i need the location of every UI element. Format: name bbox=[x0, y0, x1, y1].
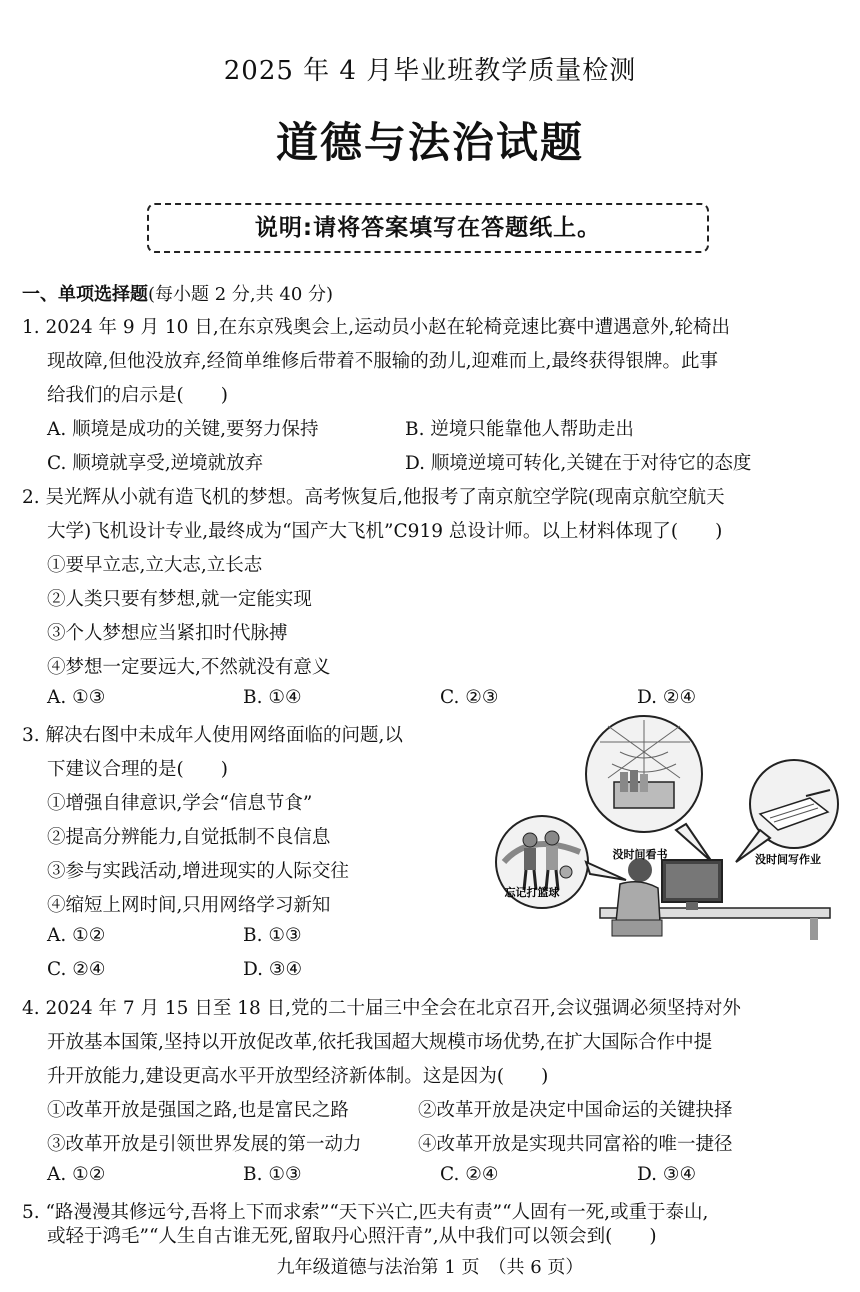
instruction-box: 说明:请将答案填写在答题纸上。 bbox=[147, 203, 709, 253]
option-a: A. ①② bbox=[47, 925, 106, 946]
question-text: 3. 解决右图中未成年人使用网络面临的问题,以 bbox=[22, 725, 403, 746]
option-d: D. 顺境逆境可转化,关键在于对待它的态度 bbox=[405, 453, 752, 474]
section-title bbox=[22, 280, 333, 306]
question-text: 或轻于鸿毛”“人生自古谁无死,留取丹心照汗青”,从中我们可以领会到( ) bbox=[47, 1226, 657, 1247]
question-text: 5. “路漫漫其修远兮,吾将上下而求索”“天下兴亡,匹夫有责”“人固有一死,或重于泰山, bbox=[22, 1202, 709, 1223]
statement-1: ①要早立志,立大志,立长志 bbox=[47, 555, 263, 576]
statement-3: ③改革开放是引领世界发展的第一动力 bbox=[47, 1134, 362, 1155]
question-text: 4. 2024 年 7 月 15 日至 18 日,党的二十届三中全会在北京召开,会议强调必须坚持对外 bbox=[22, 998, 741, 1019]
option-d: D. ③④ bbox=[243, 959, 303, 980]
option-c: C. ②④ bbox=[47, 959, 106, 980]
exam-subtitle: 2025 年 4 月毕业班教学质量检测 bbox=[223, 56, 637, 86]
option-b: B. ①③ bbox=[243, 1164, 302, 1185]
section-name: 一、单项选择题 bbox=[22, 284, 148, 305]
statement-2: ②人类只要有梦想,就一定能实现 bbox=[47, 589, 312, 610]
statement-4: ④缩短上网时间,只用网络学习新知 bbox=[47, 895, 331, 916]
question-text: 下建议合理的是( ) bbox=[47, 759, 228, 780]
question-text: 现故障,但他没放弃,经简单维修后带着不服输的劲儿,迎难而上,最终获得银牌。此事 bbox=[47, 351, 719, 372]
option-a: A. 顺境是成功的关键,要努力保持 bbox=[47, 419, 319, 440]
question-text: 开放基本国策,坚持以开放促改革,依托我国超大规模市场优势,在扩大国际合作中提 bbox=[47, 1032, 713, 1053]
question-text: 1. 2024 年 9 月 10 日,在东京残奥会上,运动员小赵在轮椅竞速比赛中遭遇意外,轮椅出 bbox=[22, 317, 730, 338]
option-a: A. ①③ bbox=[47, 687, 106, 708]
question-text: 给我们的启示是( ) bbox=[47, 385, 228, 406]
exam-title: 道德与法治试题 bbox=[275, 118, 584, 167]
section-points: (每小题 2 分,共 40 分) bbox=[148, 284, 334, 305]
statement-1: ①增强自律意识,学会“信息节食” bbox=[47, 793, 313, 814]
option-b: B. ①④ bbox=[243, 687, 302, 708]
internet-use-illustration bbox=[490, 712, 842, 940]
statement-2: ②改革开放是决定中国命运的关键抉择 bbox=[418, 1100, 733, 1121]
statement-2: ②提高分辨能力,自觉抵制不良信息 bbox=[47, 827, 331, 848]
bookshelf-cobweb-icon bbox=[586, 716, 712, 862]
option-c: C. ②④ bbox=[440, 1164, 499, 1185]
option-c: C. ②③ bbox=[440, 687, 499, 708]
option-b: B. 逆境只能靠他人帮助走出 bbox=[405, 419, 634, 440]
student-computer-icon bbox=[600, 858, 830, 940]
label-no-time-homework: 没时间写作业 bbox=[755, 853, 821, 866]
statement-3: ③参与实践活动,增进现实的人际交往 bbox=[47, 861, 349, 882]
statement-3: ③个人梦想应当紧扣时代脉搏 bbox=[47, 623, 288, 644]
option-d: D. ②④ bbox=[637, 687, 697, 708]
option-c: C. 顺境就享受,逆境就放弃 bbox=[47, 453, 264, 474]
statement-1: ①改革开放是强国之路,也是富民之路 bbox=[47, 1100, 349, 1121]
page-footer: 九年级道德与法治第 1 页 （共 6 页） bbox=[276, 1257, 584, 1278]
statement-4: ④改革开放是实现共同富裕的唯一捷径 bbox=[418, 1134, 733, 1155]
option-a: A. ①② bbox=[47, 1164, 106, 1185]
question-text: 升开放能力,建设更高水平开放型经济新体制。这是因为( ) bbox=[47, 1066, 549, 1087]
question-text: 大学)飞机设计专业,最终成为“国产大飞机”C919 总设计师。以上材料体现了( ) bbox=[47, 521, 723, 542]
question-text: 2. 吴光辉从小就有造飞机的梦想。高考恢复后,他报考了南京航空学院(现南京航空航天 bbox=[22, 487, 725, 508]
option-d: D. ③④ bbox=[637, 1164, 697, 1185]
option-b: B. ①③ bbox=[243, 925, 302, 946]
label-no-time-read: 没时间看书 bbox=[612, 848, 668, 861]
statement-4: ④梦想一定要远大,不然就没有意义 bbox=[47, 657, 331, 678]
label-forgot-basketball: 忘记打篮球 bbox=[504, 886, 560, 899]
notebook-icon bbox=[736, 760, 838, 862]
